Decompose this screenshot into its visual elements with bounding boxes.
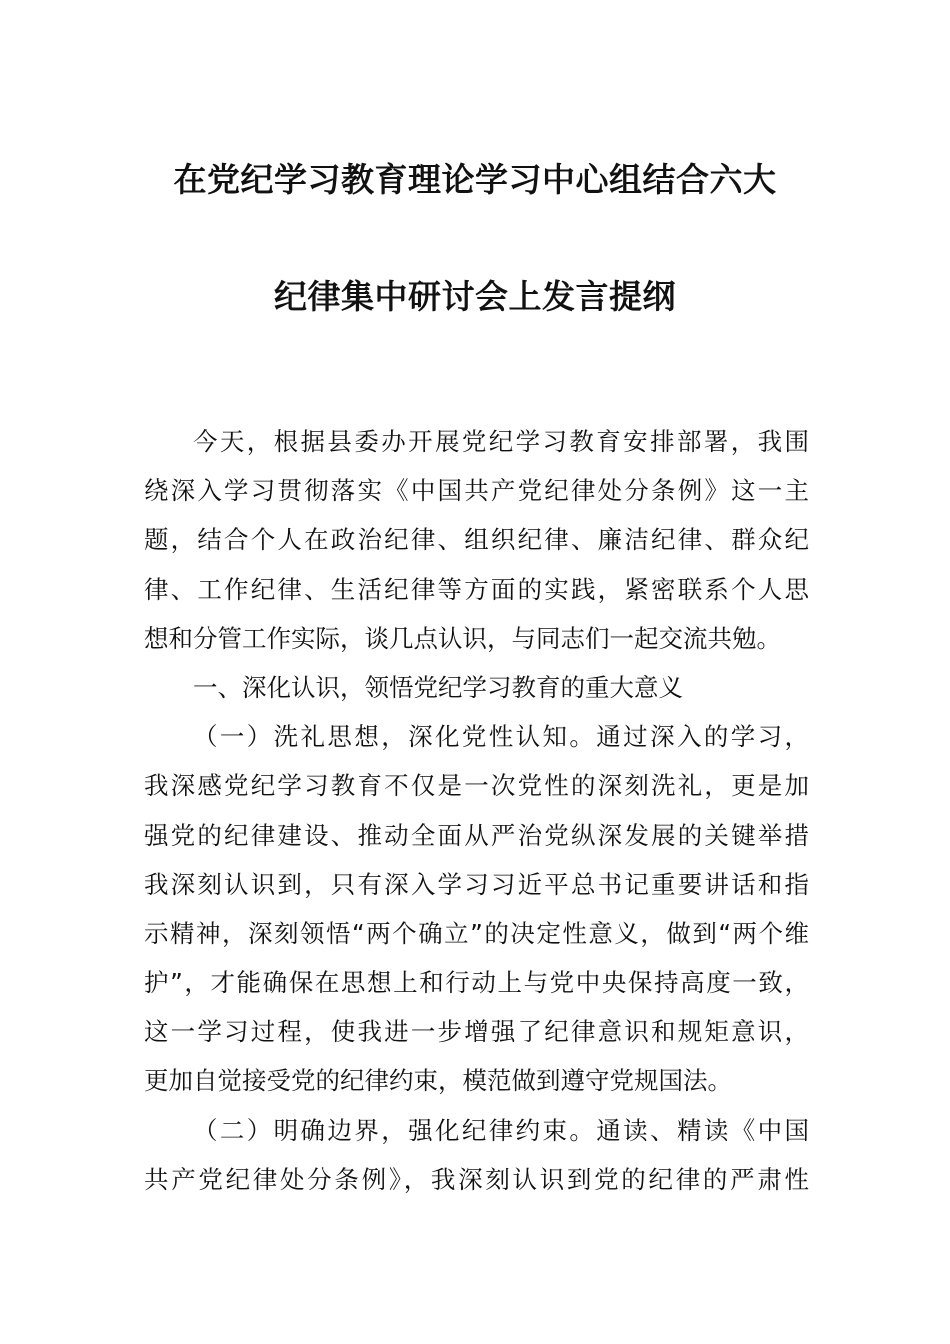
body-line: 想和分管工作实际，谈几点认识，与同志们一起交流共勉。 xyxy=(144,623,781,653)
body-line: 这一学习过程，使我进一步增强了纪律意识和规矩意识， xyxy=(144,1017,809,1047)
body-line: 更加自觉接受党的纪律约束，模范做到遵守党规国法。 xyxy=(144,1066,732,1096)
body-line: （一）洗礼思想，深化党性认知。通过深入的学习， xyxy=(193,722,809,752)
body-line: 律、工作纪律、生活纪律等方面的实践，紧密联系个人思 xyxy=(144,574,809,604)
body-line: （二）明确边界，强化纪律约束。通读、精读《中国 xyxy=(193,1115,809,1145)
body-line: 题，结合个人在政治纪律、组织纪律、廉洁纪律、群众纪 xyxy=(144,525,809,555)
document-title-line-2: 纪律集中研讨会上发言提纲 xyxy=(274,277,676,316)
document-body xyxy=(144,417,809,1204)
body-line: 今天，根据县委办开展党纪学习教育安排部署，我围 xyxy=(193,427,809,456)
body-line: 我深刻认识到，只有深入学习习近平总书记重要讲话和指 xyxy=(144,869,809,899)
body-line: 绕深入学习贯彻落实《中国共产党纪律处分条例》这一主 xyxy=(144,476,809,506)
body-line: 共产党纪律处分条例》，我深刻认识到党的纪律的严肃性 xyxy=(144,1164,809,1194)
body-line: 示精神，深刻领悟“两个确立”的决定性意义，做到“两个维 xyxy=(144,918,809,948)
body-line: 我深感党纪学习教育不仅是一次党性的深刻洗礼，更是加 xyxy=(144,771,809,801)
section-heading: 一、深化认识，领悟党纪学习教育的重大意义 xyxy=(193,672,683,702)
body-line: 强党的纪律建设、推动全面从严治党纵深发展的关键举措 xyxy=(144,820,809,850)
body-line: 护”，才能确保在思想上和行动上与党中央保持高度一致， xyxy=(144,968,809,998)
document-title-line-1: 在党纪学习教育理论学习中心组结合六大 xyxy=(173,160,777,199)
